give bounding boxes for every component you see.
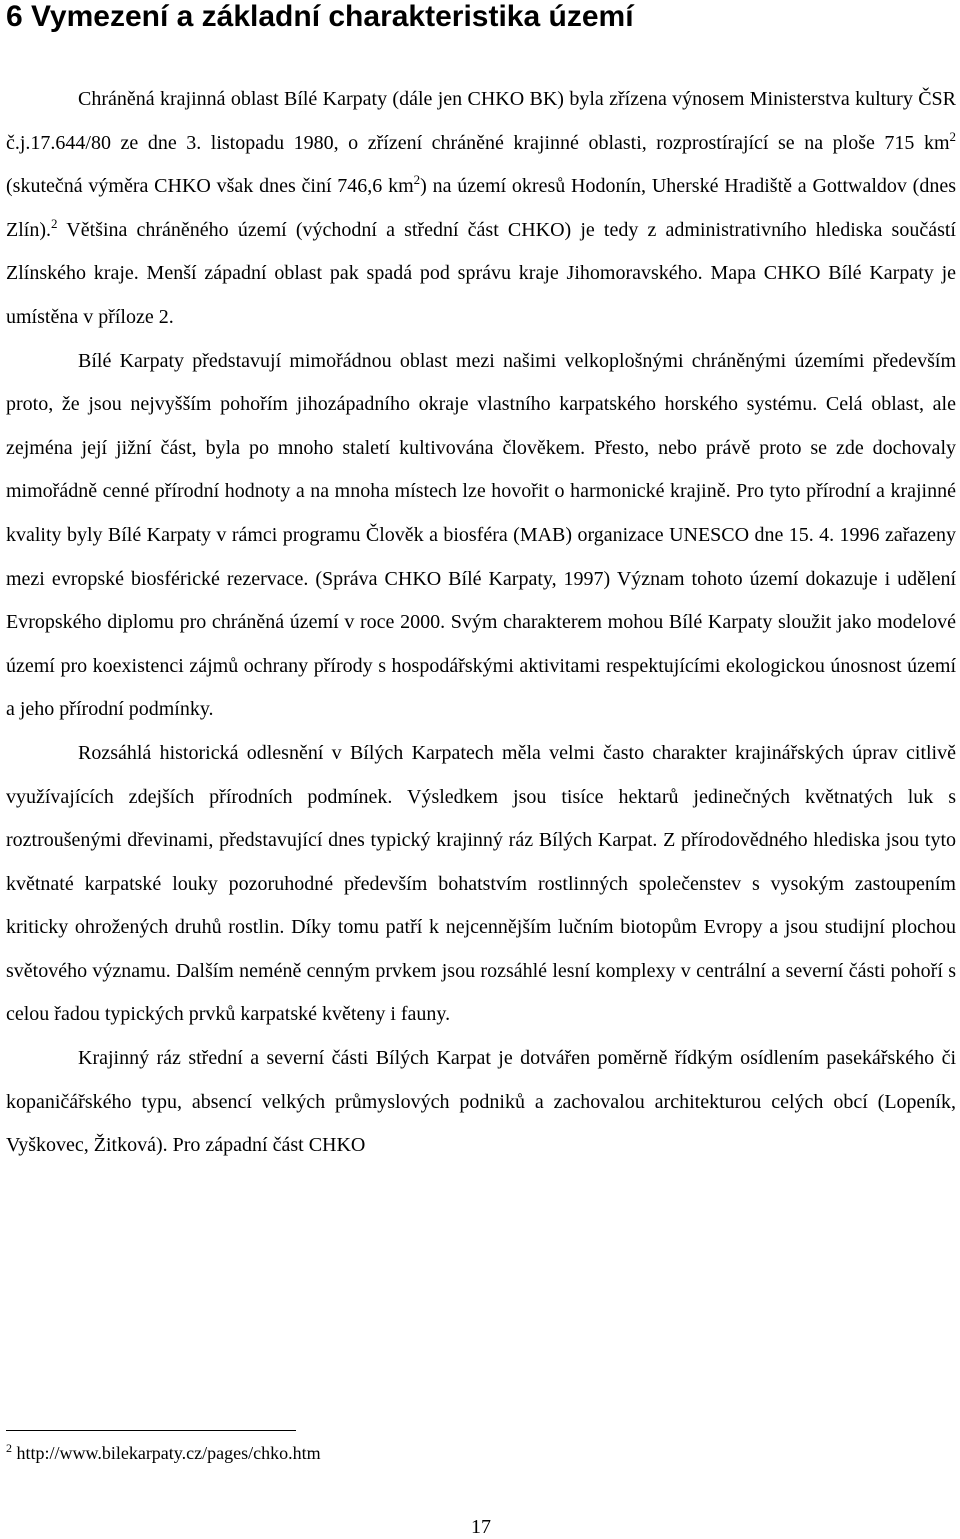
- footnote-number: 2: [6, 1441, 12, 1455]
- footnote: [6, 1441, 321, 1465]
- footnote-separator: [6, 1430, 296, 1431]
- section-heading: 6 Vymezení a základní charakteristika území: [6, 0, 634, 33]
- paragraph-2: Bílé Karpaty představují mimořádnou oblast mezi našimi velkoplošnými chráněnými územími především proto, že jsou nejvyšším pohořím jihozápadního okraje vlastního karpatského horského systému. Celá oblast, ale zejména její jižní část, byla po mnoho staletí kultivována člověkem. Přesto, nebo právě proto se zde dochovaly mimořádně cenné přírodní hodnoty a na mnoha místech lze hovořit o harmonické krajině. Pro tyto přírodní a krajinné kvality byly Bílé Karpaty v rámci programu Člověk a biosféra (MAB) organizace UNESCO dne 15. 4. 1996 zařazeny mezi evropské biosférické rezervace. (Správa CHKO Bílé Karpaty, 1997) Význam tohoto území dokazuje i udělení Evropského diplomu pro chráněná území v roce 2000. Svým charakterem mohou Bílé Karpaty sloužit jako modelové území pro koexistenci zájmů ochrany přírody s hospodářskými aktivitami respektujícími ekologickou únosnost území a jeho přírodní podmínky.: [6, 349, 956, 721]
- page-number: 17: [471, 1516, 491, 1538]
- body-text: [6, 78, 956, 1168]
- paragraph-1-part-d: Většina chráněného území (východní a střední část CHKO) je tedy z administrativního hlediska součástí Zlínského kraje. Menší západní oblast pak spadá pod správu kraje Jihomoravského. Mapa CHKO Bílé Karpaty je umístěna v příloze 2.: [6, 218, 956, 328]
- superscript-2: 2: [949, 128, 956, 144]
- paragraph-4: Krajinný ráz střední a severní části Bílých Karpat je dotvářen poměrně řídkým osídlením pasekářského či kopaničářského typu, absencí velkých průmyslových podniků a zachovalou architekturou celých obcí (Lopeník, Vyškovec, Žitková). Pro západní část CHKO: [6, 1047, 956, 1157]
- paragraph-1-part-c: ) na území okresů Hodonín, Uherské Hradiště a Gottwaldov (dnes Zlín).: [6, 175, 956, 241]
- footnote-link-text: http://www.bilekarpaty.cz/pages/chko.htm: [12, 1443, 321, 1463]
- paragraph-1-part-a: Chráněná krajinná oblast Bílé Karpaty (dále jen CHKO BK) byla zřízena výnosem Ministerstva kultury ČSR č.j.17.644/80 ze dne 3. listopadu 1980, o zřízení chráněné krajinné oblasti, rozprostírající se na ploše 715 km: [6, 88, 956, 154]
- paragraph-1-part-b: (skutečná výměra CHKO však dnes činí 746,6 km: [6, 175, 414, 198]
- footnote-reference: 2: [51, 215, 58, 231]
- paragraph-1: [6, 78, 956, 340]
- superscript-2: 2: [413, 172, 421, 188]
- paragraph-3: Rozsáhlá historická odlesnění v Bílých Karpatech měla velmi často charakter krajinářských úprav citlivě využívajících zdejších přírodních podmínek. Výsledkem jsou tisíce hektarů jedinečných květnatých luk s roztroušenými dřevinami, představující dnes typický krajinný ráz Bílých Karpat. Z přírodovědného hlediska jsou tyto květnaté karpatské louky pozoruhodné především bohatstvím rostlinných společenstev s vysokým zastoupením kriticky ohrožených druhů rostlin. Díky tomu patří k nejcennějším lučním biotopům Evropy a jsou studijní plochou světového významu. Dalším neméně cenným prvkem jsou rozsáhlé lesní komplexy v centrální a severní části pohoří s celou řadou typických prvků karpatské květeny i fauny.: [6, 741, 956, 1026]
